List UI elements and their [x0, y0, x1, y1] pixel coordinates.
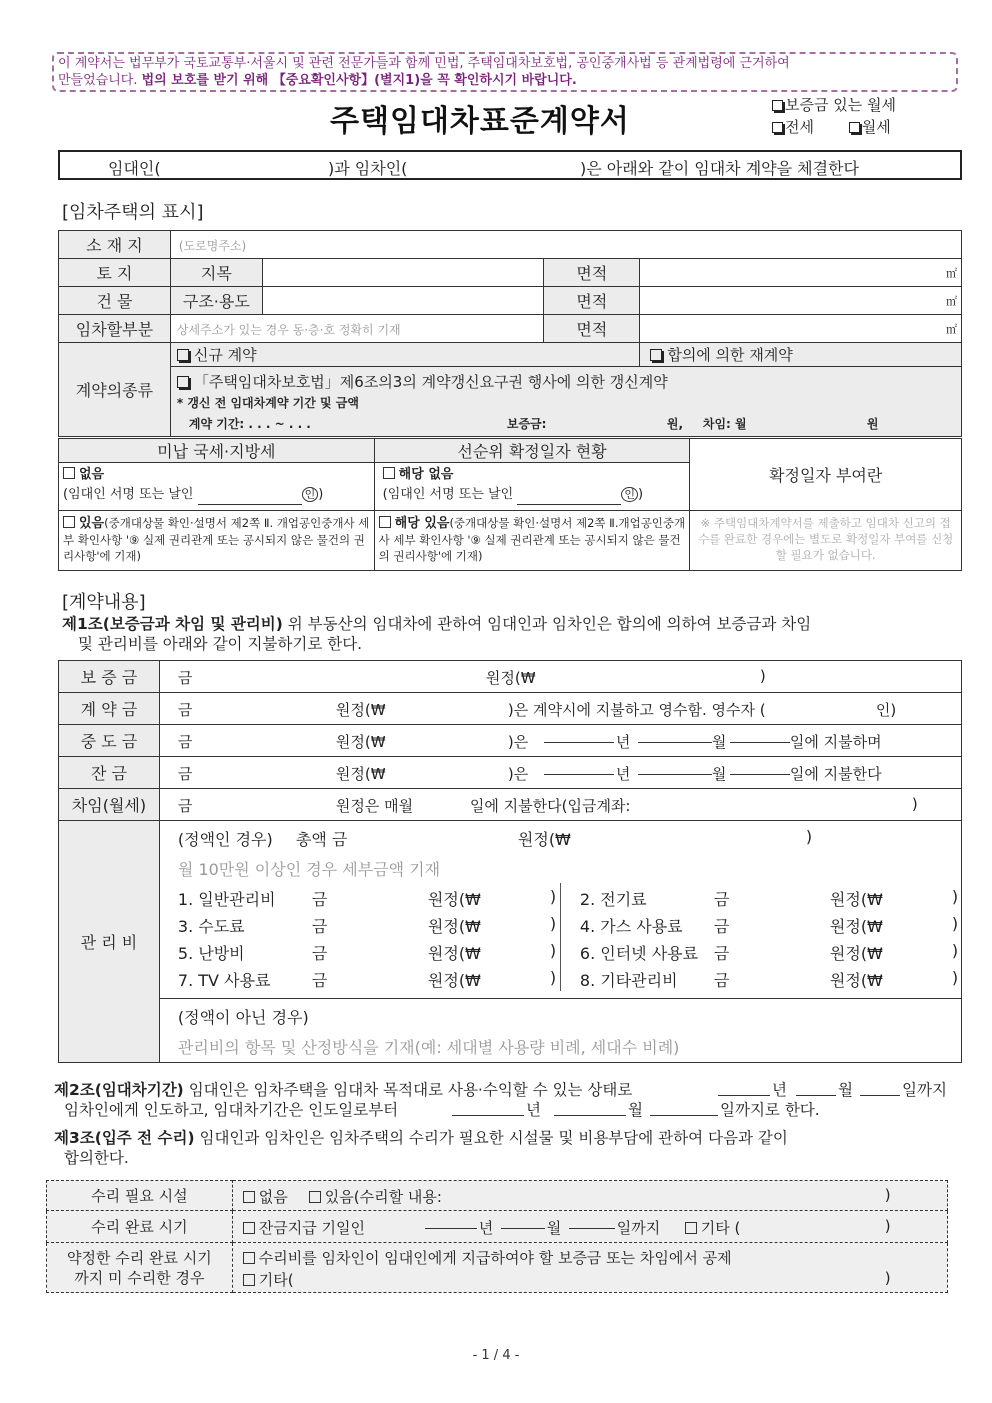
mgmt-item[interactable] [160, 910, 561, 937]
balance-year-line[interactable] [544, 761, 614, 775]
area-unit: ㎡ [946, 266, 957, 280]
label-monthly: 월세 [861, 118, 891, 136]
article-2-title: 제2조(임대차기간) [54, 1081, 184, 1099]
article-2-text-2: 임차인에게 인도하고, 임대차기간은 인도일로부터 [64, 1101, 399, 1119]
page-number: - 1 / 4 - [472, 1348, 520, 1363]
mgmt-item-geum: 금 [311, 917, 328, 936]
section-property-title: [임차주택의 표시] [62, 202, 204, 223]
middle-day-line[interactable] [730, 729, 790, 743]
mgmt-item[interactable] [160, 964, 561, 991]
article-2-year2-line[interactable] [452, 1102, 524, 1116]
tax-exists-cell [59, 511, 375, 571]
rent-won: 원정은 매월 [335, 797, 414, 815]
checkbox-monthly[interactable] [849, 122, 860, 133]
rent-field[interactable] [159, 789, 961, 821]
checkbox-new-contract[interactable] [177, 349, 189, 361]
building-label: 건 물 [59, 287, 171, 315]
document-title: 주택임대차표준계약서 [330, 104, 630, 139]
balance-label: 잔 금 [59, 757, 160, 789]
mgmt-item-close: ) [549, 941, 557, 960]
label-repair-balance-date: 잔금지급 기일인 [258, 1219, 365, 1237]
article-2-until: 일까지 [902, 1081, 947, 1099]
renewal-won: 원, [666, 416, 684, 431]
deposit-won: 원정(₩ [485, 669, 536, 687]
mgmt-item-geum: 금 [713, 944, 730, 963]
mgmt-item-close: ) [549, 887, 557, 906]
lease-part-label: 임차할부분 [59, 315, 171, 343]
renewal-right-cell [170, 367, 961, 437]
middle-payment-field[interactable] [159, 725, 961, 757]
article-2-text-1: 임대인은 임차주택을 임대차 목적대로 사용·수익할 수 있는 상태로 [183, 1081, 633, 1099]
mgmt-fixed-won: 원정(₩ [517, 830, 571, 849]
mgmt-items-grid [160, 883, 963, 993]
notice-line-2a: 만들었습니다. [58, 73, 142, 88]
repair-table [46, 1180, 948, 1293]
mgmt-item[interactable] [160, 883, 561, 910]
priority-none-cell: 해당 없음 (임대인 서명 또는 날인 인 ) [374, 463, 690, 511]
repair-done-field[interactable] [232, 1211, 947, 1243]
checkbox-repair-none[interactable] [243, 1191, 255, 1203]
tax-none-option[interactable] [63, 465, 370, 485]
mgmt-item-won: 원정(₩ [427, 971, 481, 990]
mgmt-item[interactable] [562, 883, 963, 910]
land-category-label: 지목 [170, 259, 262, 287]
legal-notice-box [52, 52, 958, 92]
middle-year-line[interactable] [544, 729, 614, 743]
area-unit: ㎡ [946, 294, 957, 308]
article-2-month: 월 [838, 1081, 853, 1099]
renewal-note: * 갱신 전 임대차계약 기간 및 금액 [176, 395, 359, 410]
repair-need-label: 수리 필요 시설 [47, 1181, 233, 1211]
mgmt-item-name: 2. 전기료 [579, 890, 647, 909]
label-jeonse: 전세 [785, 118, 814, 136]
mgmt-item-won: 원정(₩ [829, 917, 883, 936]
balance-year: 년 [615, 765, 631, 783]
mgmt-fee-field[interactable] [159, 821, 961, 1063]
label-agreed-renewal: 합의에 의한 재계약 [667, 346, 793, 364]
mgmt-item-name: 3. 수도료 [177, 917, 245, 936]
priority-seal-icon: 인 [621, 487, 638, 502]
tax-none-sign: (임대인 서명 또는 날인 [63, 487, 194, 502]
unpaid-tax-header: 미납 국세·지방세 [59, 439, 375, 463]
notice-line-2b: 법의 보호를 받기 위해 【중요확인사항】(별지1)을 꼭 확인하시기 바랍니다. [141, 73, 577, 88]
property-table [58, 230, 962, 437]
mgmt-item[interactable] [160, 937, 561, 964]
repair-until: 일까지 [616, 1219, 661, 1237]
priority-exists-cell [374, 511, 690, 571]
tax-exists-note: (중개대상물 확인·설명서 제2쪽 Ⅱ. 개업공인중개사 세부 확인사항 '⑨ 실제 권리관계 또는 공시되지 않은 물건의 권리사항'에 기재) [63, 516, 370, 563]
article-3-text-1: 임대인과 임차인은 임차주택의 수리가 필요한 시설물 및 비용부담에 관하여 다음과 같이 [194, 1129, 788, 1147]
middle-payment-label: 중 도 금 [59, 725, 160, 757]
building-area-field[interactable] [640, 287, 962, 315]
contract-kind-label: 계약의종류 [59, 343, 171, 437]
lessee-label: )과 임차인( [328, 159, 408, 178]
repair-day-line[interactable] [569, 1215, 615, 1229]
location-hint: (도로명주소) [178, 238, 247, 253]
balance-won: 원정(₩ [335, 765, 386, 783]
article-2-month-2: 월 [628, 1101, 643, 1119]
mgmt-item-close: ) [549, 914, 557, 933]
mgmt-fixed-close: ) [805, 827, 813, 846]
middle-day-pay: 일에 지불하며 [789, 733, 882, 751]
renewal-term: 계약 기간: . . . ~ . . . [188, 416, 311, 431]
lease-part-hint: 상세주소가 있는 경우 동·층·호 정확히 기재 [176, 322, 401, 337]
mgmt-item-name: 6. 인터넷 사용료 [579, 944, 699, 963]
location-field[interactable] [170, 231, 961, 259]
label-repair-none: 없음 [258, 1188, 288, 1206]
priority-date-header: 선순위 확정일자 현황 [374, 439, 690, 463]
article-2-day2-line[interactable] [650, 1102, 718, 1116]
building-area-label: 면적 [544, 287, 640, 315]
label-deposit-monthly: 보증금 있는 월세 [785, 96, 896, 114]
repair-done-label: 수리 완료 시기 [47, 1211, 233, 1243]
repair-unrepaired-label-1: 약정한 수리 완료 시기 [67, 1248, 212, 1267]
checkbox-jeonse[interactable] [772, 122, 783, 133]
middle-geum: 금 [177, 733, 193, 751]
down-payment-label: 계 약 금 [59, 693, 160, 725]
renewal-won-2: 원 [866, 416, 879, 431]
checkbox-priority-exists[interactable] [379, 516, 391, 528]
article-2 [54, 1080, 954, 1120]
mgmt-item-geum: 금 [713, 917, 730, 936]
fixed-date-cell [690, 439, 962, 511]
mgmt-item-name: 1. 일반관리비 [177, 890, 276, 909]
mgmt-item-name: 7. TV 사용료 [177, 971, 271, 990]
tax-priority-table [58, 438, 962, 571]
location-label: 소 재 지 [59, 231, 171, 259]
checkbox-deposit-monthly[interactable] [772, 100, 783, 111]
label-repair-other: 기타 ( [700, 1219, 741, 1237]
repair-need-close: ) [884, 1186, 891, 1204]
land-area-field[interactable] [640, 259, 962, 287]
mgmt-item-close: ) [549, 968, 557, 987]
repair-unrepaired-label-2: 까지 미 수리한 경우 [74, 1268, 205, 1287]
priority-exists-note: (중개대상물 확인·설명서 제2쪽 Ⅱ.개업공인중개사 세부 확인사항 '⑨ 실제 권리관계 또는 공시되지 않은 물건의 권리사항'에 기재) [378, 516, 686, 563]
label-tax-none: 없음 [79, 467, 105, 482]
checkbox-tax-none[interactable] [63, 467, 75, 479]
checkbox-agreed-renewal[interactable] [650, 349, 662, 361]
article-2-year-2: 년 [526, 1101, 541, 1119]
middle-year: 년 [615, 733, 631, 751]
article-1-text-1: 위 부동산의 임대차에 관하여 임대인과 임차인은 합의에 의하여 보증금과 차임 [282, 615, 812, 633]
balance-tail: )은 [507, 765, 529, 783]
priority-sign-line[interactable] [517, 491, 621, 505]
balance-field[interactable] [159, 757, 961, 789]
mgmt-column-divider [560, 883, 561, 991]
mgmt-item[interactable] [562, 937, 963, 964]
mgmt-item-won: 원정(₩ [829, 971, 883, 990]
label-renewal-right: 「주택임대차보호법」제6조의3의 계약갱신요구권 행사에 의한 갱신계약 [193, 372, 668, 391]
priority-none-sign: (임대인 서명 또는 날인 [382, 487, 514, 502]
repair-other2-close: ) [884, 1269, 891, 1287]
repair-month-line[interactable] [501, 1215, 545, 1229]
down-payment-field[interactable] [159, 693, 961, 725]
mgmt-item-name: 8. 기타관리비 [579, 971, 678, 990]
repair-month: 월 [546, 1219, 562, 1237]
checkbox-priority-none[interactable] [383, 467, 395, 479]
mgmt-item-name: 4. 가스 사용료 [579, 917, 683, 936]
down-tail: )은 계약시에 지불하고 영수함. 영수자 ( [507, 701, 766, 719]
repair-year-line[interactable] [425, 1215, 477, 1229]
down-won: 원정(₩ [335, 701, 386, 719]
label-repair-other-2: 기타( [258, 1271, 294, 1289]
building-structure-label: 구조·용도 [170, 287, 262, 315]
label-priority-exists: 해당 있음 [394, 516, 450, 531]
contract-type-options [772, 94, 896, 138]
middle-month-line[interactable] [638, 729, 712, 743]
mgmt-item-won: 원정(₩ [427, 944, 481, 963]
mgmt-item-won: 원정(₩ [829, 890, 883, 909]
mgmt-nonfixed-title: (정액이 아닌 경우) [177, 1008, 309, 1027]
tax-seal-icon: 인 [302, 487, 319, 502]
building-structure-field[interactable] [262, 287, 544, 315]
renewal-right-option[interactable] [177, 372, 961, 393]
checkbox-repair-deduct[interactable] [243, 1252, 255, 1264]
mgmt-item[interactable] [562, 964, 963, 991]
new-contract-option[interactable] [170, 343, 639, 367]
lessor-label: 임대인( [108, 159, 161, 178]
article-2-year-line[interactable] [718, 1082, 770, 1096]
deposit-label: 보 증 금 [59, 661, 160, 693]
mgmt-item-geum: 금 [311, 971, 328, 990]
mgmt-fixed-section [160, 821, 961, 999]
down-seal: 인) [875, 701, 897, 719]
mgmt-item-close: ) [951, 914, 959, 933]
rent-label: 차임(월세) [59, 789, 160, 821]
repair-other-close: ) [884, 1217, 891, 1235]
balance-geum: 금 [177, 765, 193, 783]
section-contract-title: [계약내용] [62, 592, 146, 613]
lease-area-field[interactable] [640, 315, 962, 343]
priority-none-option[interactable] [383, 465, 682, 485]
repair-year: 년 [478, 1219, 494, 1237]
tax-sign-line[interactable] [198, 491, 302, 505]
rent-tail: 일에 지불한다(입금계좌: [469, 797, 631, 815]
renewal-rent-label: 차임: 월 [702, 416, 747, 431]
fixed-date-header: 확정일자 부여란 [769, 466, 883, 485]
mgmt-item-close: ) [951, 941, 959, 960]
lease-part-field[interactable] [170, 315, 544, 343]
mgmt-item-name: 5. 난방비 [177, 944, 245, 963]
mgmt-item-geum: 금 [311, 944, 328, 963]
mgmt-item-close: ) [951, 968, 959, 987]
mgmt-nonfixed-hint: 관리비의 항목 및 산정방식을 기재(예: 세대별 사용량 비례, 세대수 비례) [177, 1038, 680, 1057]
down-geum: 금 [177, 701, 193, 719]
checkbox-repair-balance-date[interactable] [243, 1222, 255, 1234]
deposit-close: ) [759, 667, 766, 685]
mgmt-fee-label: 관 리 비 [59, 821, 160, 1063]
article-3-text-2: 합의한다. [64, 1149, 129, 1167]
balance-month-line[interactable] [638, 761, 712, 775]
mgmt-fixed-total: 총액 금 [295, 830, 348, 849]
notice-line-1: 이 계약서는 법무부가 국토교통부·서울시 및 관련 전문가들과 함께 민법, 주택임대차보호법, 공인중개사법 등 관계법령에 근거하여 [58, 56, 790, 71]
land-label: 토 지 [59, 259, 171, 287]
balance-day-pay: 일에 지불한다 [789, 765, 882, 783]
repair-need-field[interactable] [232, 1181, 947, 1211]
rent-close: ) [911, 795, 918, 813]
article-2-year: 년 [772, 1081, 787, 1099]
article-2-month-line[interactable] [796, 1082, 836, 1096]
mgmt-fixed-title: (정액인 경우) [177, 830, 273, 849]
repair-unrepaired-label [47, 1243, 233, 1293]
checkbox-tax-exists[interactable] [63, 516, 75, 528]
checkbox-repair-other[interactable] [685, 1222, 697, 1234]
repair-unrepaired-field[interactable] [232, 1243, 947, 1293]
checkbox-renewal-right[interactable] [177, 376, 189, 388]
mgmt-hint: 월 10만원 이상인 경우 세부금액 기재 [177, 860, 441, 879]
middle-won: 원정(₩ [335, 733, 386, 751]
mgmt-item-geum: 금 [311, 890, 328, 909]
deposit-field[interactable] [159, 661, 961, 693]
mgmt-item-won: 원정(₩ [427, 917, 481, 936]
parties-tail: )은 아래와 같이 임대차 계약을 체결한다 [580, 159, 859, 178]
renewal-deposit-label: 보증금: [506, 416, 547, 431]
mgmt-item-geum: 금 [713, 971, 730, 990]
middle-tail: )은 [507, 733, 529, 751]
label-repair-exists: 있음(수리할 내용: [324, 1188, 442, 1206]
agreed-renewal-option[interactable] [640, 343, 962, 367]
fixed-date-note: ※ 주택임대차계약서를 제출하고 임대차 신고의 접수를 완료한 경우에는 별도로 확정일자 부여를 신청할 필요가 없습니다. [690, 511, 962, 571]
mgmt-item[interactable] [562, 910, 963, 937]
label-new-contract: 신규 계약 [193, 346, 257, 364]
mgmt-item-geum: 금 [713, 890, 730, 909]
label-repair-deduct: 수리비를 임차인이 임대인에게 지급하여야 할 보증금 또는 차임에서 공제 [258, 1249, 732, 1267]
checkbox-repair-other-2[interactable] [243, 1274, 255, 1286]
label-priority-none: 해당 없음 [398, 467, 454, 482]
mgmt-item-won: 원정(₩ [427, 890, 481, 909]
label-tax-exists: 있음 [79, 516, 105, 531]
balance-day-line[interactable] [730, 761, 790, 775]
deposit-geum: 금 [177, 669, 193, 687]
mgmt-item-close: ) [951, 887, 959, 906]
tax-none-cell: 없음 (임대인 서명 또는 날인 인 ) [59, 463, 375, 511]
article-1-text-2: 및 관리비를 아래와 같이 지불하기로 한다. [78, 635, 363, 653]
middle-month: 월 [711, 733, 727, 751]
parties-line [58, 150, 962, 180]
article-3 [54, 1128, 954, 1168]
article-2-month2-line[interactable] [554, 1102, 626, 1116]
balance-month: 월 [711, 765, 727, 783]
mgmt-item-won: 원정(₩ [829, 944, 883, 963]
checkbox-repair-exists[interactable] [309, 1191, 321, 1203]
area-unit: ㎡ [946, 322, 957, 336]
land-area-label: 면적 [544, 259, 640, 287]
payments-table [58, 660, 962, 1063]
article-1 [62, 614, 962, 654]
lease-area-label: 면적 [544, 315, 640, 343]
article-1-title: 제1조(보증금과 차임 및 관리비) [62, 615, 283, 633]
land-category-field[interactable] [262, 259, 544, 287]
article-2-day-line[interactable] [860, 1082, 900, 1096]
article-2-until-2: 일까지로 한다. [720, 1101, 820, 1119]
rent-geum: 금 [177, 797, 193, 815]
article-3-title: 제3조(입주 전 수리) [54, 1129, 195, 1147]
